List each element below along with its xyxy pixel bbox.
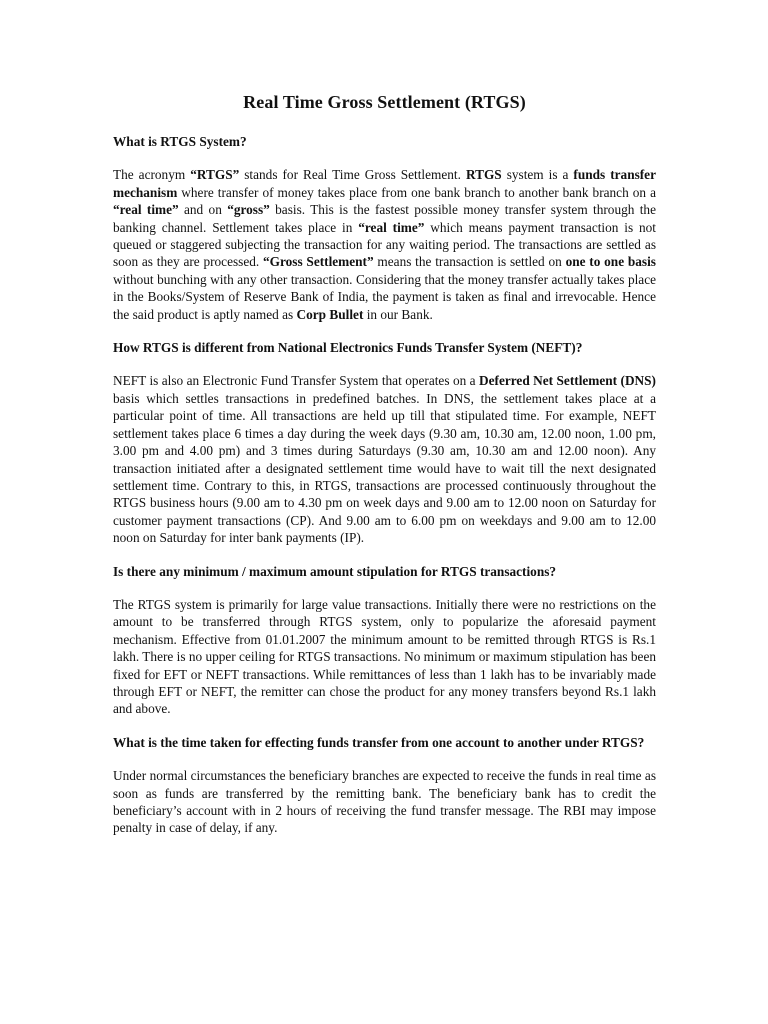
text-run: The acronym [113, 167, 191, 183]
text-run: in our Bank. [363, 306, 433, 322]
bold-text-run: one to one basis [565, 254, 656, 270]
section-heading: What is RTGS System? [113, 134, 247, 149]
text-run: without bunching with any other transaction. Considering that the money transfer actually takes place in the Books/System of Reserve Bank of India, the payment is taken as final and irrevocable. Hence the said product is aptly named as [113, 271, 656, 322]
section-paragraph [113, 166, 656, 323]
text-run: where transfer of money takes place from one bank branch to another bank branch on a [177, 184, 656, 200]
section-paragraph [113, 372, 656, 546]
bold-text-run: Corp Bullet [296, 306, 364, 322]
bold-text-run: “RTGS” [190, 167, 240, 183]
bold-text-run: Deferred Net Settlement (DNS) [479, 373, 656, 389]
bold-text-run: “real time” [113, 202, 179, 218]
section-amount-stipulation [113, 563, 656, 718]
text-run: The RTGS system is primarily for large value transactions. Initially there were no restrictions on the amount to be transferred through RTGS system, only to popularize the aforesaid payment mechanism. Effective from 01.01.2007 the minimum amount to be remitted through RTGS is Rs.1 lakh. There is no upper ceiling for RTGS transactions. No minimum or maximum stipulation has been fixed for EFT or NEFT transactions. While remittances of less than 1 lakh has to be invariably made through EFT or NEFT, the remitter can chose the product for any money transfers beyond Rs.1 lakh and above. [113, 596, 656, 717]
text-run: basis. This is the fastest possible money transfer system through the banking channel. Settlement takes place in [113, 202, 656, 235]
section-paragraph [113, 596, 656, 718]
text-run: and on [178, 202, 228, 218]
text-run: Under normal circumstances the beneficiary branches are expected to receive the funds in real time as soon as funds are transferred by the remitting bank. The beneficiary bank has to credit the beneficiary’s account with in 2 hours of receiving the fund transfer message. The RBI may impose penalty in case of delay, if any. [113, 768, 656, 836]
text-run: which means payment transaction is not queued or staggered subjecting the transaction for any waiting period. The transactions are settled as soon as they are processed. [113, 219, 656, 270]
section-what-is-rtgs [113, 133, 656, 323]
section-heading: Is there any minimum / maximum amount stipulation for RTGS transactions? [113, 563, 557, 579]
section-time-taken [113, 734, 656, 837]
bold-text-run: RTGS [465, 167, 502, 183]
bold-text-run: “Gross Settlement” [263, 254, 374, 270]
document-page [113, 90, 656, 853]
text-run: means the transaction is settled on [373, 254, 566, 270]
bold-text-run: “real time” [358, 219, 425, 235]
section-paragraph [113, 767, 656, 837]
section-heading: How RTGS is different from National Electronics Funds Transfer System (NEFT)? [113, 340, 583, 356]
section-heading: What is the time taken for effecting funds transfer from one account to another under RTGS? [113, 734, 645, 750]
section-rtgs-vs-neft [113, 339, 656, 546]
document-title: Real Time Gross Settlement (RTGS) [243, 92, 526, 112]
text-run: NEFT is also an Electronic Fund Transfer System that operates on a [113, 373, 480, 389]
text-run: stands for Real Time Gross Settlement. [239, 167, 466, 183]
text-run: basis which settles transactions in predefined batches. In DNS, the settlement takes place at a particular point of time. All transactions are held up till that stipulated time. For example, NEFT settlement takes place 6 times a day during the week days (9.30 am, 10.30 am, 12.00 noon, 1.00 pm, 3.00 pm and 4.00 pm) and 3 times during Saturdays (9.30 am, 10.30 am and 12.00 noon). Any transaction initiated after a designated settlement time would have to wait till the next designated settlement time. Contrary to this, in RTGS, transactions are processed continuously throughout the RTGS business hours (9.00 am to 4.30 pm on week days and 9.00 am to 12.00 noon on Saturday for customer payment transactions (CP). And 9.00 am to 6.00 pm on weekdays and 9.00 am to 12.00 noon on Saturday for inter bank payments (IP). [113, 390, 656, 546]
bold-text-run: “gross” [227, 202, 270, 218]
bold-text-run: funds transfer mechanism [113, 167, 656, 200]
text-run: system is a [501, 167, 574, 183]
